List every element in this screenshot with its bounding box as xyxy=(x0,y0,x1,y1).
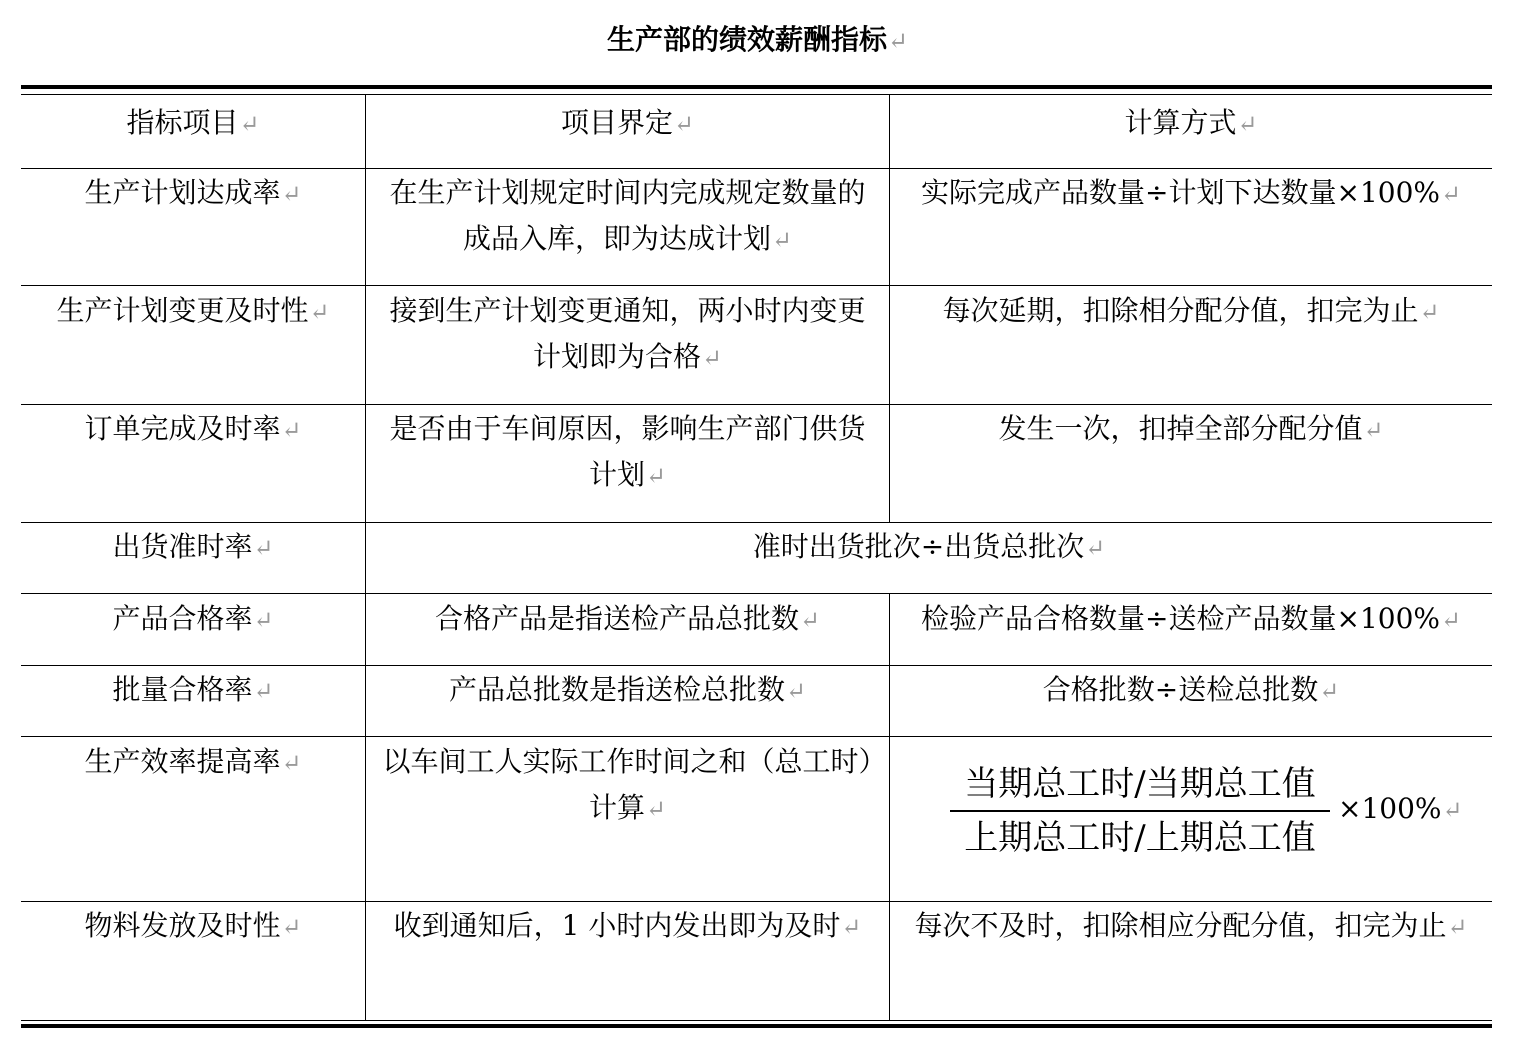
row-divider xyxy=(21,901,1492,902)
efficiency-formula xyxy=(950,760,1330,862)
method-cell: 实际完成产品数量÷计划下达数量×100%↵ xyxy=(921,176,1461,209)
header-method: 计算方式↵ xyxy=(1124,106,1258,139)
table-top-rule-thin xyxy=(21,94,1492,95)
method-cell: 合格批数÷送检总批数↵ xyxy=(1042,673,1340,706)
row-divider xyxy=(21,168,1492,169)
table-top-rule xyxy=(21,85,1492,89)
method-cell: 每次延期，扣除相分配分值，扣完为止↵ xyxy=(942,294,1440,327)
definition-cell: 产品总批数是指送检总批数↵ xyxy=(449,673,806,706)
definition-cell: 合格产品是指送检产品总批数↵ xyxy=(435,602,820,635)
indicator-cell: 出货准时率↵ xyxy=(112,530,274,563)
row-divider xyxy=(21,285,1492,286)
indicator-cell: 产品合格率↵ xyxy=(112,602,274,635)
formula-denominator: 上期总工时/上期总工值 xyxy=(964,818,1316,858)
table-bottom-rule-thin xyxy=(21,1020,1492,1021)
indicator-cell: 物料发放及时性↵ xyxy=(84,909,302,942)
definition-cell: 收到通知后，1 小时内发出即为及时↵ xyxy=(393,909,862,942)
method-cell: 检验产品合格数量÷送检产品数量×100%↵ xyxy=(921,602,1461,635)
definition-cell: 以车间工人实际工作时间之和（总工时）计算↵ xyxy=(382,745,873,824)
table-bottom-rule xyxy=(21,1024,1492,1028)
header-indicator: 指标项目↵ xyxy=(126,106,260,139)
formula-numerator: 当期总工时/当期总工值 xyxy=(964,764,1316,804)
method-cell: 每次不及时，扣除相应分配分值，扣完为止↵ xyxy=(914,909,1468,942)
definition-cell: 在生产计划规定时间内完成规定数量的成品入库，即为达成计划↵ xyxy=(389,176,866,255)
indicator-cell: 生产效率提高率↵ xyxy=(84,745,302,778)
fraction-bar xyxy=(950,810,1330,812)
indicator-cell: 批量合格率↵ xyxy=(112,673,274,706)
row-divider xyxy=(21,665,1492,666)
definition-cell: 是否由于车间原因，影响生产部门供货计划↵ xyxy=(389,412,866,491)
indicator-cell: 生产计划达成率↵ xyxy=(84,176,302,209)
method-cell-merged: 准时出货批次÷出货总批次↵ xyxy=(752,530,1106,563)
definition-cell: 接到生产计划变更通知，两小时内变更计划即为合格↵ xyxy=(389,294,866,373)
column-divider xyxy=(889,593,890,1020)
indicator-cell: 订单完成及时率↵ xyxy=(84,412,302,445)
page-title: 生产部的绩效薪酬指标↵ xyxy=(607,23,908,56)
row-divider xyxy=(21,404,1492,405)
indicator-cell: 生产计划变更及时性↵ xyxy=(56,294,330,327)
row-divider xyxy=(21,593,1492,594)
formula-suffix: ×100%↵ xyxy=(1338,792,1463,825)
row-divider xyxy=(21,736,1492,737)
header-definition: 项目界定↵ xyxy=(561,106,694,139)
method-cell: 发生一次，扣掉全部分配分值↵ xyxy=(998,412,1384,445)
row-divider xyxy=(21,522,1492,523)
